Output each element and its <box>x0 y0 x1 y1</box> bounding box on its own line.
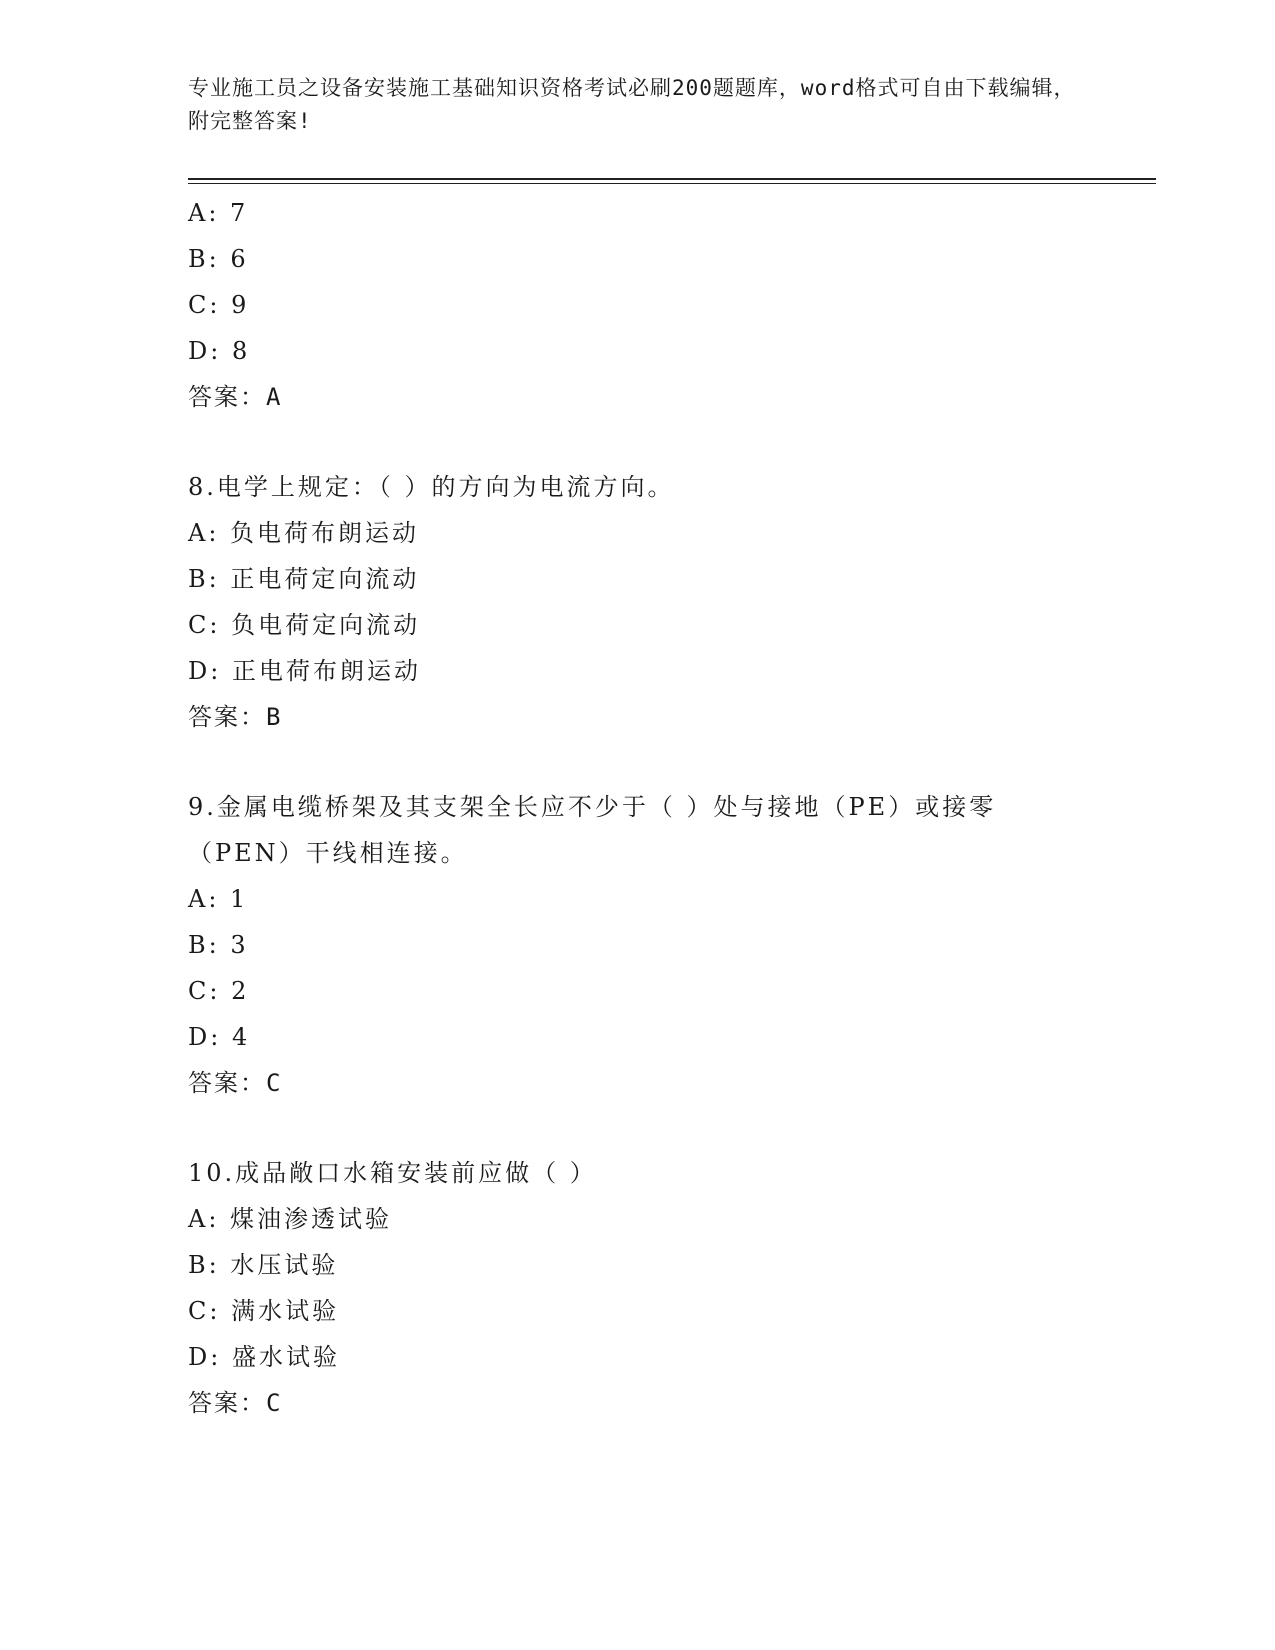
spacer <box>188 420 1088 464</box>
document-title: 专业施工员之设备安装施工基础知识资格考试必刷200题题库，word格式可自由下载编辑，附完整答案! <box>188 76 1076 133</box>
spacer <box>188 1106 1088 1150</box>
option-c: C: 负电荷定向流动 <box>188 611 421 639</box>
question-9-block <box>188 784 1088 1106</box>
option-c: C: 2 <box>188 977 250 1005</box>
option-d: D: 8 <box>188 337 251 365</box>
option-a: A: 1 <box>188 885 249 913</box>
option-b: B: 水压试验 <box>188 1251 339 1279</box>
header-rule-thin <box>188 183 1156 184</box>
spacer <box>188 740 1088 784</box>
option-d: D: 盛水试验 <box>188 1343 340 1371</box>
option-b: B: 正电荷定向流动 <box>188 565 420 593</box>
option-b: B: 3 <box>188 931 249 959</box>
option-a: A: 煤油渗透试验 <box>188 1205 393 1233</box>
header-rule <box>188 178 1156 180</box>
option-b: B: 6 <box>188 245 249 273</box>
option-c: C: 9 <box>188 291 250 319</box>
answer-line: 答案：A <box>188 383 283 411</box>
answer-line: 答案：C <box>188 1069 283 1097</box>
answer-line: 答案：C <box>188 1389 283 1417</box>
question-7-block <box>188 190 1088 420</box>
option-a: A: 7 <box>188 199 249 227</box>
question-10-block <box>188 1150 1088 1426</box>
question-stem: 9.金属电缆桥架及其支架全长应不少于（ ）处与接地（PE）或接零（PEN）干线相连接。 <box>188 793 997 867</box>
question-list <box>188 190 1088 1426</box>
option-c: C: 满水试验 <box>188 1297 340 1325</box>
answer-line: 答案：B <box>188 703 283 731</box>
question-stem: 8.电学上规定：（ ）的方向为电流方向。 <box>188 473 675 501</box>
option-a: A: 负电荷布朗运动 <box>188 519 420 547</box>
option-d: D: 正电荷布朗运动 <box>188 657 421 685</box>
question-8-block <box>188 464 1088 740</box>
question-stem: 10.成品敞口水箱安装前应做（ ） <box>188 1159 597 1187</box>
option-d: D: 4 <box>188 1023 251 1051</box>
